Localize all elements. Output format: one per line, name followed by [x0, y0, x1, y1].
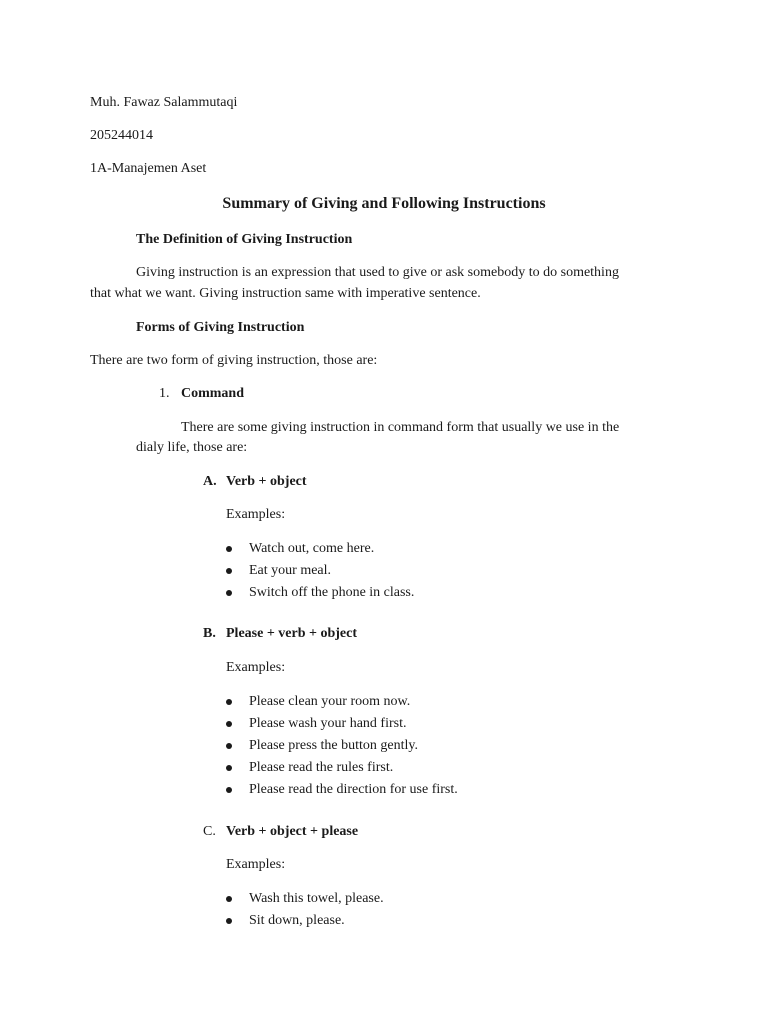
list-item: Eat your meal. [249, 563, 332, 578]
bullet-icon [226, 546, 232, 552]
bullet-icon [226, 918, 232, 924]
bullet-icon [226, 896, 232, 902]
list-item: Please read the direction for use first. [249, 782, 458, 797]
command-heading: Command [181, 386, 245, 401]
bullet-icon [226, 590, 232, 596]
command-text-line2: dialy life, those are: [136, 440, 248, 455]
bullet-icon [226, 743, 232, 749]
definition-text-line2: that what we want. Giving instruction same with imperative sentence. [90, 286, 481, 301]
command-number: 1. [159, 386, 170, 401]
list-item: Please press the button gently. [249, 738, 419, 753]
class-name: 1A-Manajemen Aset [90, 161, 207, 176]
student-id: 205244014 [90, 128, 153, 143]
section-a-examples-label: Examples: [226, 507, 286, 522]
bullet-icon [226, 787, 232, 793]
list-item: Sit down, please. [249, 913, 345, 928]
list-item: Watch out, come here. [249, 541, 375, 556]
command-text-line1: There are some giving instruction in command form that usually we use in the [181, 420, 620, 435]
section-b-letter: B. [203, 626, 216, 641]
list-item: Please wash your hand first. [249, 716, 407, 731]
section-c-examples-label: Examples: [226, 857, 286, 872]
bullet-icon [226, 568, 232, 574]
section-c-heading: Verb + object + please [226, 824, 359, 839]
section-b-heading: Please + verb + object [226, 626, 358, 641]
forms-intro: There are two form of giving instruction, those are: [90, 353, 378, 368]
definition-heading: The Definition of Giving Instruction [136, 232, 353, 247]
document-title: Summary of Giving and Following Instructions [222, 195, 546, 212]
bullet-icon [226, 765, 232, 771]
section-a-heading: Verb + object [226, 474, 307, 489]
definition-text-line1: Giving instruction is an expression that used to give or ask somebody to do something [136, 265, 619, 280]
list-item: Switch off the phone in class. [249, 585, 415, 600]
bullet-icon [226, 721, 232, 727]
list-item: Please clean your room now. [249, 694, 411, 709]
section-a-letter: A. [203, 474, 217, 489]
list-item: Wash this towel, please. [249, 891, 384, 906]
section-c-letter: C. [203, 824, 216, 839]
bullet-icon [226, 699, 232, 705]
list-item: Please read the rules first. [249, 760, 394, 775]
author-name: Muh. Fawaz Salammutaqi [90, 95, 238, 110]
section-b-examples-label: Examples: [226, 660, 286, 675]
forms-heading: Forms of Giving Instruction [136, 320, 305, 335]
